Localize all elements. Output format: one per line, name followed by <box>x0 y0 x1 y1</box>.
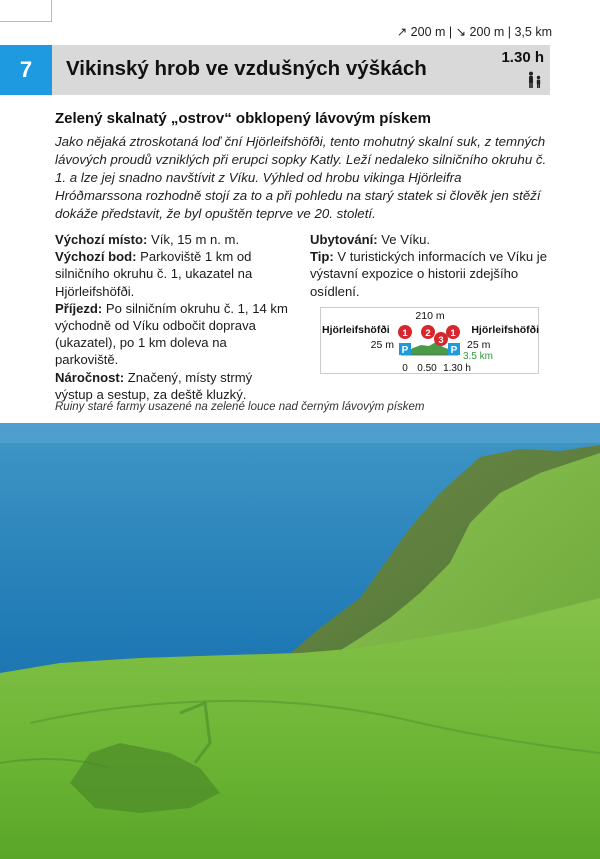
info-start: Výchozí místo: Vík, 15 m n. m. <box>55 232 240 247</box>
waypoint-3-label: 3 <box>438 335 444 346</box>
info-start-point: Výchozí bod: Parkoviště 1 km od silničního okruhu č. 1, ukazatel na Hjörleifshöfði. <box>55 249 253 299</box>
profile-tick: 1.30 h <box>443 363 471 374</box>
family-icon <box>526 71 544 89</box>
tour-title: Vikinský hrob ve vzdušných výškách <box>66 57 427 80</box>
elevation-profile <box>320 307 539 374</box>
waypoint-1-label: 1 <box>402 328 408 339</box>
profile-right-elevation: 25 m <box>467 339 491 351</box>
profile-left-place: Hjörleifshöfði <box>322 324 390 336</box>
tour-duration: 1.30 h <box>501 49 544 66</box>
profile-peak-elevation: 210 m <box>415 310 445 322</box>
landscape-photo <box>0 423 600 859</box>
title-bar <box>0 45 550 95</box>
landscape-illustration <box>0 423 600 859</box>
waypoint-4-label: 1 <box>450 328 456 339</box>
profile-left-elevation: 25 m <box>370 339 394 351</box>
tour-number: 7 <box>0 45 52 95</box>
tour-stats: ↗ 200 m | ↘ 200 m | 3,5 km <box>396 25 552 39</box>
info-lodging: Ubytování: Ve Víku. <box>310 232 431 247</box>
profile-tick: 0 <box>402 363 408 374</box>
horizon-haze <box>0 423 600 443</box>
parking-right-label: P <box>450 345 458 356</box>
info-tip: Tip: V turistických informacích ve Víku je výstavní expozice o historii zdejšího osídlení. <box>310 249 547 299</box>
elevation-profile-graphic <box>321 308 540 375</box>
profile-distance: 3.5 km <box>463 351 494 362</box>
info-difficulty: Náročnost: Značený, místy strmý výstup a sestup, za deště kluzký. <box>55 369 253 402</box>
profile-right-place: Hjörleifshöfði <box>471 324 539 336</box>
section-subtitle: Zelený skalnatý „ostrov“ obklopený lávovým pískem <box>55 110 431 127</box>
profile-tick: 0.50 <box>417 363 437 374</box>
photo-caption: Ruiny staré farmy usazené na zelené louce nad černým lávovým pískem <box>55 401 425 413</box>
parking-left-label: P <box>401 345 409 356</box>
info-left-column <box>55 231 290 403</box>
waypoint-2-label: 2 <box>425 328 431 339</box>
info-right-column <box>310 231 555 300</box>
intro-text: Jako nějaká ztroskotaná loď ční Hjörleifshöfði, tento mohutný skalní suk, z temných lávových proudů vzniklých při erupci sopky Katly. Leží nedaleko silničního okruhu č. 1. a lze jej snadno navštívit z Víku. Výhled od hrobu vikinga Hjörleifra Hróðmarssona rozhodně stojí za to a při pohledu na starý statek si člověk jen stěží dokáže představit, že byl opuštěn teprve ve 20. století. <box>55 134 547 221</box>
info-access: Příjezd: Po silničním okruhu č. 1, 14 km východně od Víku odbočit doprava (ukazatel), po 1 km doleva na parkoviště. <box>55 300 288 368</box>
page-corner-mark <box>0 0 52 22</box>
